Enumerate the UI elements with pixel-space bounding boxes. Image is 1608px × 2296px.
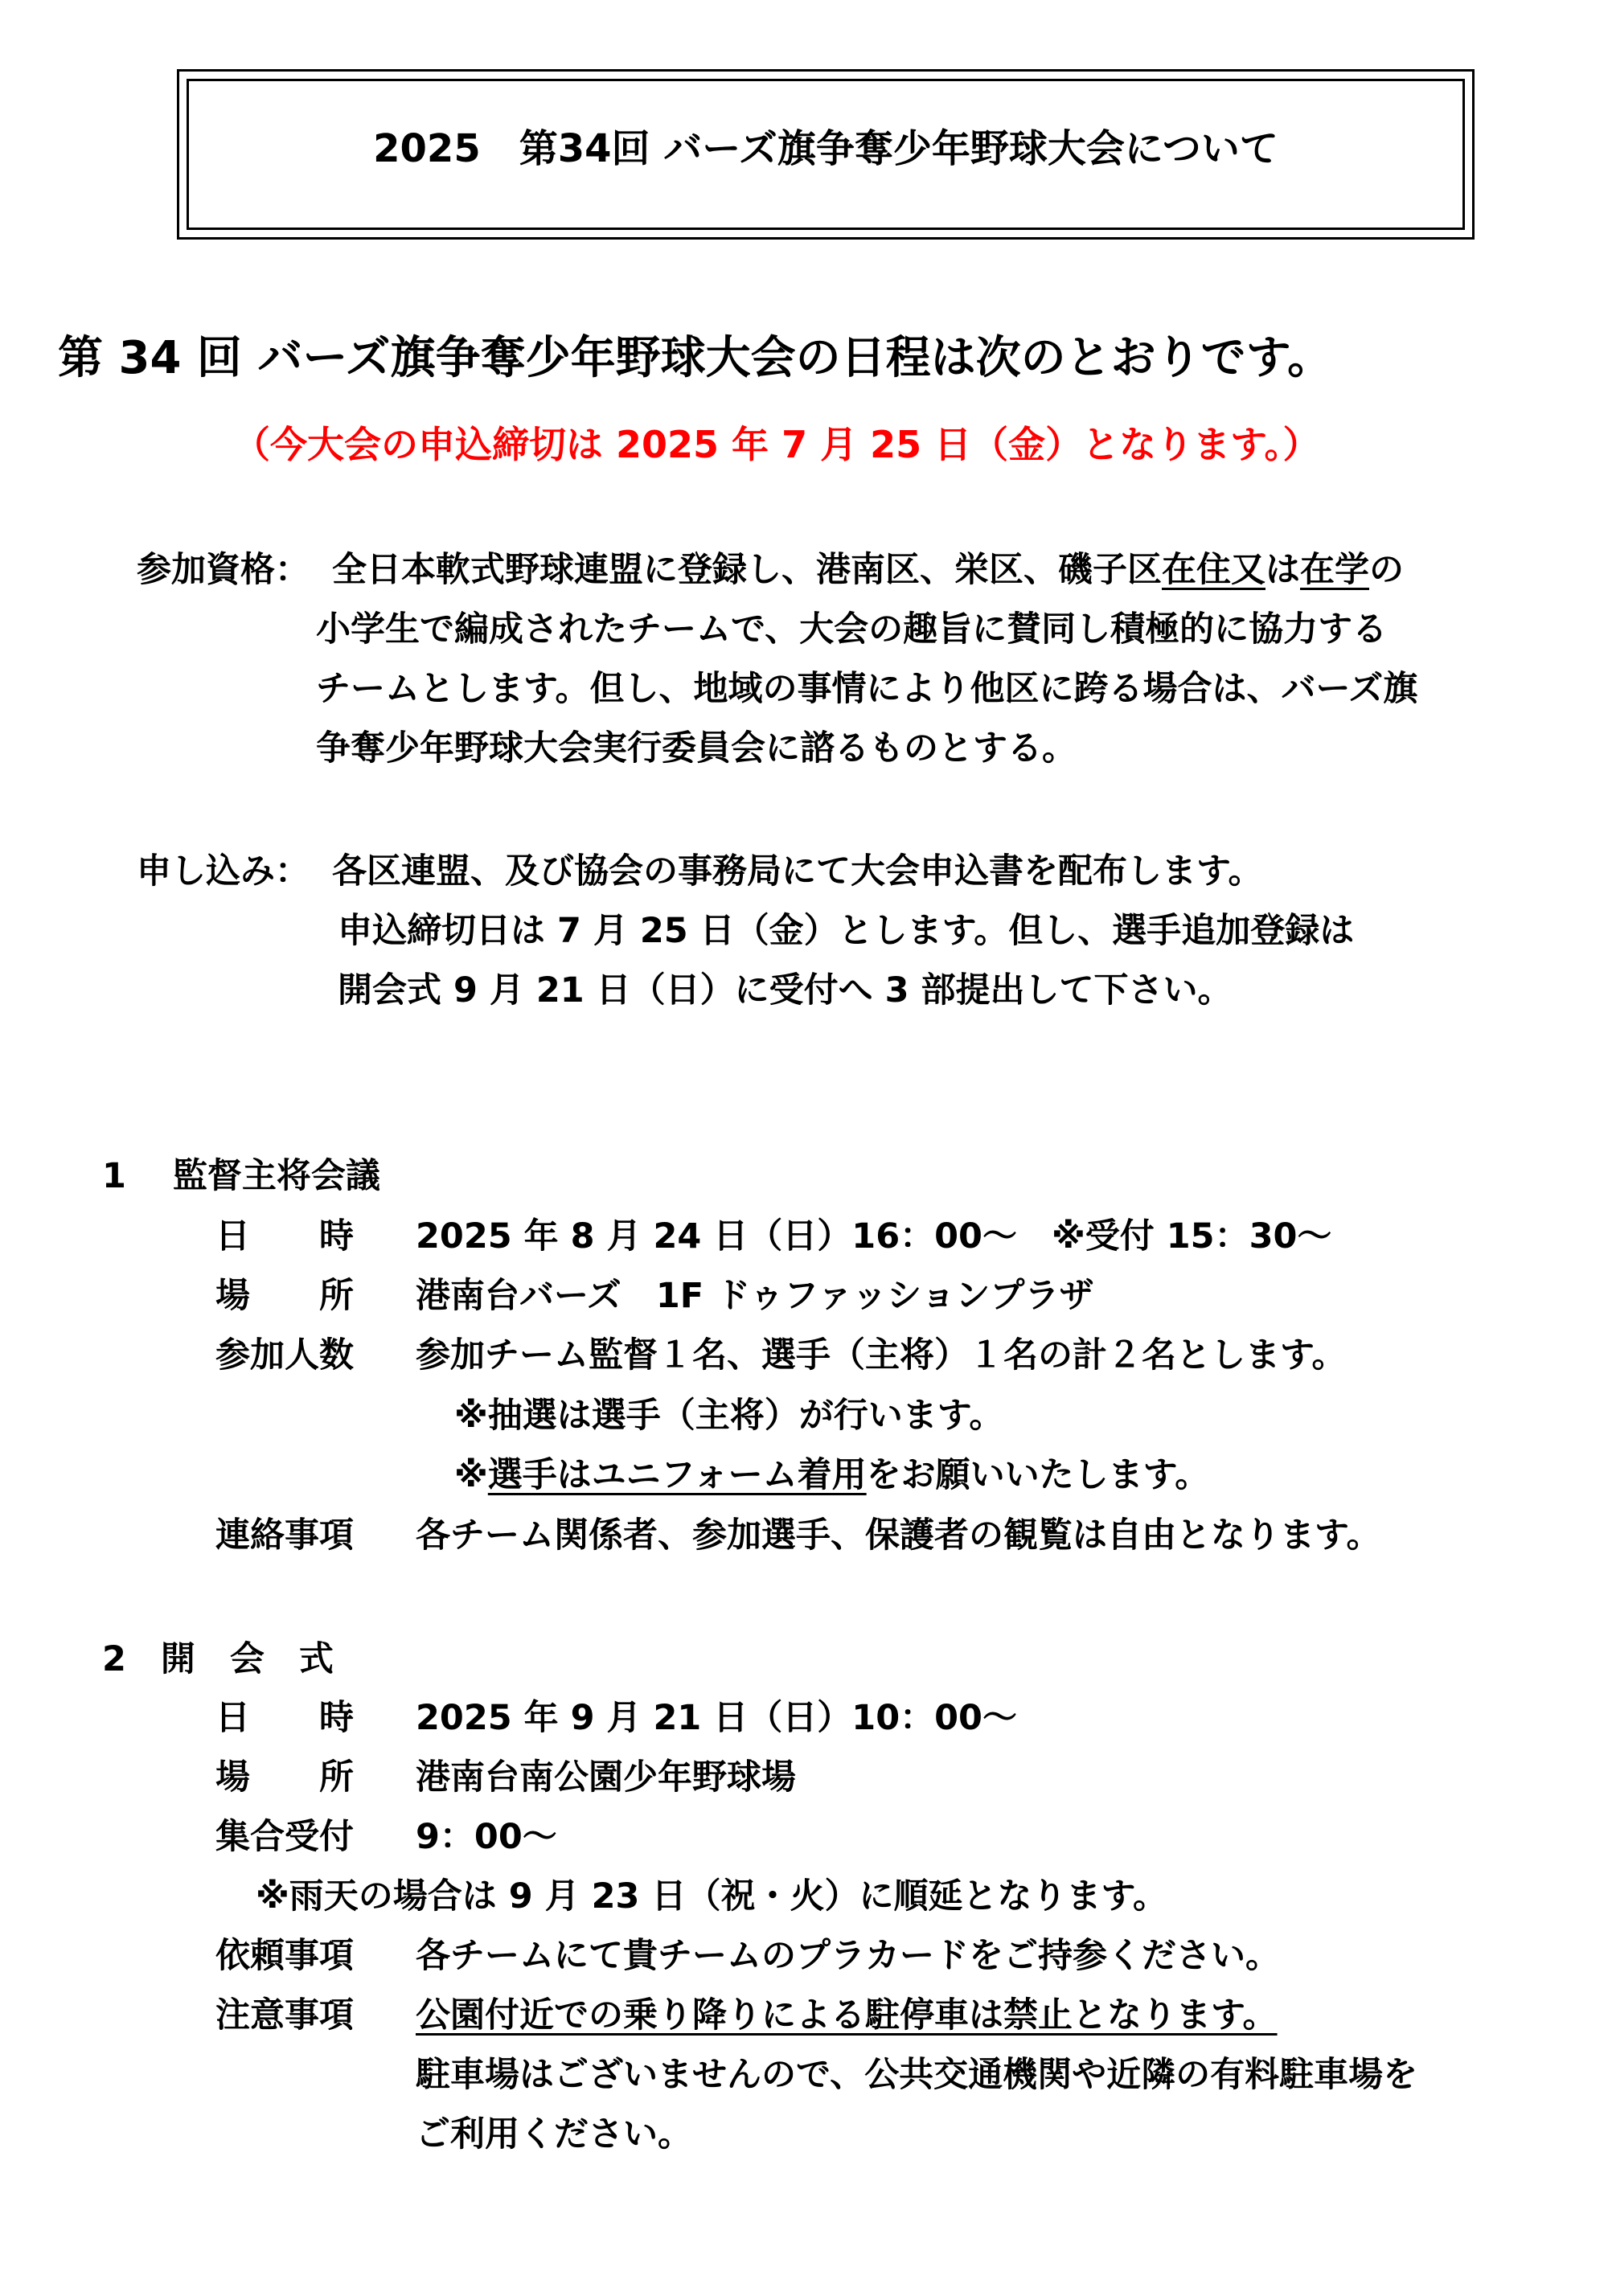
s1-place-value: 港南台バーズ 1F ドゥファッションプラザ xyxy=(416,1276,1094,1316)
eligibility-residence: 在住又 xyxy=(1162,550,1265,590)
s1-attendees-label: 参加人数 xyxy=(215,1335,354,1376)
s2-request-label: 依頼事項 xyxy=(215,1936,354,1976)
eligibility-line-1-text: 全日本軟式野球連盟に登録し、港南区、栄区、磯子区 xyxy=(332,550,1162,590)
s2-date-value: 2025 年 9 月 21 日（日）10：00～ xyxy=(416,1698,1017,1738)
section-2-heading: 2 開 会 式 xyxy=(102,1639,334,1679)
s1-place-label: 場 所 xyxy=(215,1276,354,1316)
s1-contact-label: 連絡事項 xyxy=(215,1515,354,1556)
s2-caution-no-parking: 公園付近での乗り降りによる駐停車は禁止となります。 xyxy=(416,1995,1278,2036)
application-line-2: 申込締切日は 7 月 25 日（金）とします。但し、選手追加登録は xyxy=(338,911,1355,951)
s1-note-uniform xyxy=(454,1455,1210,1495)
eligibility-line-2: 小学生で編成されたチームで、大会の趣旨に賛同し積極的に協力する xyxy=(316,609,1388,650)
s1-note-lottery: ※抽選は選手（主将）が行います。 xyxy=(454,1396,1004,1436)
section-1-heading: 1 監督主将会議 xyxy=(102,1156,380,1196)
s1-note-uniform-emphasis: 選手はユニフォーム着用 xyxy=(487,1455,867,1495)
application-label: 申し込み： xyxy=(137,851,310,892)
s2-caution-line-1 xyxy=(416,1995,1278,2036)
s1-note-uniform-end: をお願いいたします。 xyxy=(866,1455,1210,1495)
s1-date-value: 2025 年 8 月 24 日（日）16：00～ ※受付 15：30～ xyxy=(416,1216,1332,1257)
s2-request-value: 各チームにて貴チームのプラカードをご持参ください。 xyxy=(416,1936,1280,1976)
application-line-3: 開会式 9 月 21 日（日）に受付へ 3 部提出して下さい。 xyxy=(338,970,1233,1011)
s1-contact-value: 各チーム関係者、参加選手、保護者の観覧は自由となります。 xyxy=(416,1515,1381,1556)
s2-reception-value: 9：00～ xyxy=(416,1817,557,1857)
eligibility-enrollment: 在学 xyxy=(1300,550,1369,590)
s2-place-value: 港南台南公園少年野球場 xyxy=(416,1757,796,1798)
intro-headline: 第 34 回 バーズ旗争奪少年野球大会の日程は次のとおりです。 xyxy=(58,332,1333,384)
eligibility-line-4: 争奪少年野球大会実行委員会に諮るものとする。 xyxy=(316,728,1077,769)
eligibility-label: 参加資格： xyxy=(137,550,310,590)
eligibility-line-1-mid: は xyxy=(1265,550,1300,590)
s2-reception-label: 集合受付 xyxy=(215,1817,354,1857)
s2-caution-label: 注意事項 xyxy=(215,1995,354,2036)
s2-caution-line-2: 駐車場はございませんので、公共交通機関や近隣の有料駐車場を xyxy=(416,2055,1418,2095)
s1-date-label: 日 時 xyxy=(215,1216,354,1257)
s1-attendees-value: 参加チーム監督１名、選手（主将）１名の計２名とします。 xyxy=(416,1335,1347,1376)
eligibility-line-1-end: の xyxy=(1369,550,1404,590)
s2-rain-note: ※雨天の場合は 9 月 23 日（祝・火）に順延となります。 xyxy=(256,1876,1168,1917)
document-title: 2025 第34回 バーズ旗争奪少年野球大会について xyxy=(373,126,1278,171)
s2-date-label: 日 時 xyxy=(215,1698,354,1738)
application-line-1: 各区連盟、及び協会の事務局にて大会申込書を配布します。 xyxy=(332,851,1263,892)
title-frame xyxy=(177,69,1475,240)
eligibility-line-3: チームとします。但し、地域の事情により他区に跨る場合は、バーズ旗 xyxy=(316,669,1418,709)
s2-caution-line-3: ご利用ください。 xyxy=(416,2114,692,2155)
deadline-notice: （今大会の申込締切は 2025 年 7 月 25 日（金）となります。） xyxy=(233,423,1320,466)
s2-place-label: 場 所 xyxy=(215,1757,354,1798)
s1-note-uniform-mark: ※ xyxy=(454,1455,488,1495)
eligibility-line-1 xyxy=(332,550,1404,590)
